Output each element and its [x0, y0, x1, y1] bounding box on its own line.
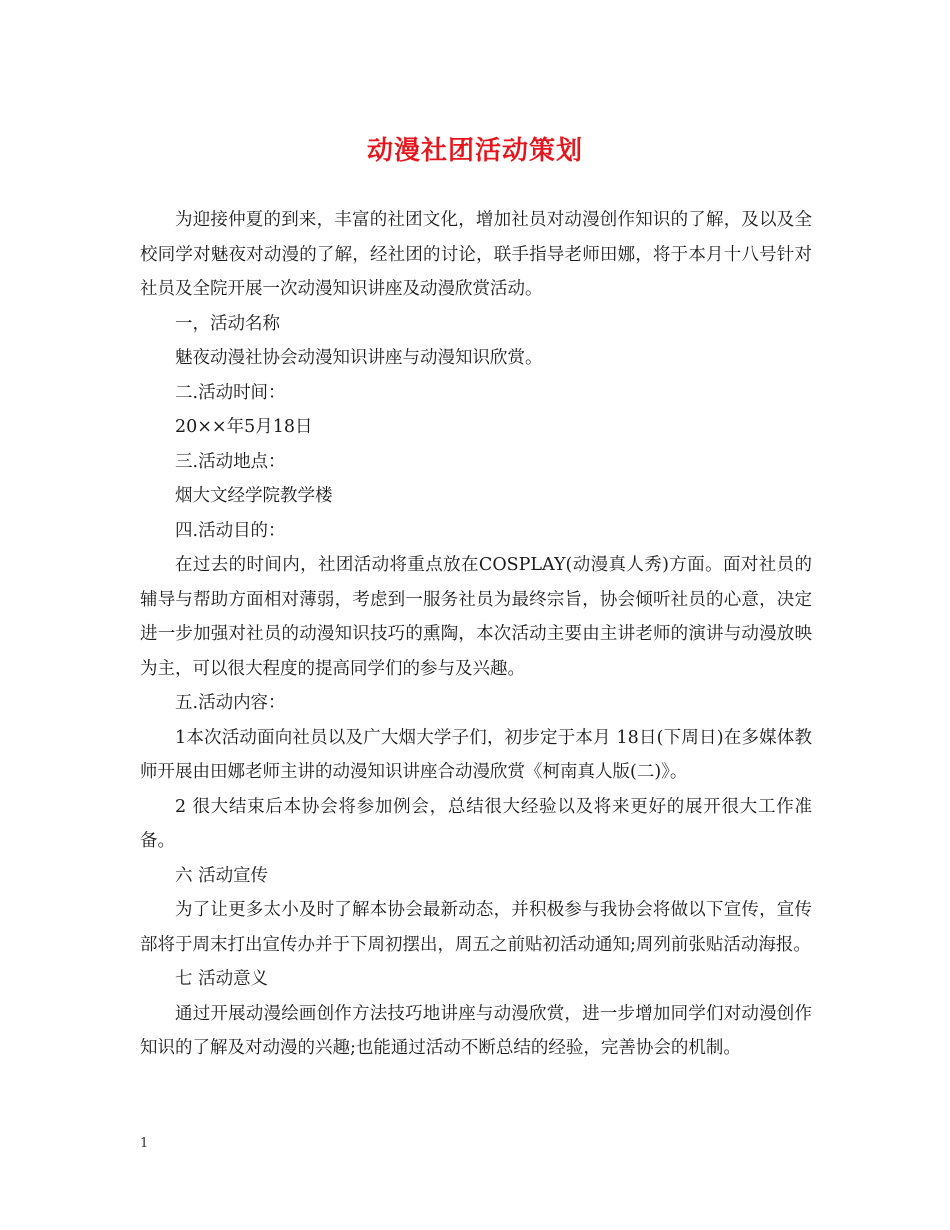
section-heading-location: 三.活动地点：	[175, 451, 286, 472]
activity-time-text: 20××年5月18日	[175, 417, 313, 437]
activity-content-item-2: 2 很大结束后本协会将参加例会，总结很大经验以及将来更好的展开很大工作准备。	[140, 796, 812, 851]
document-title: 动漫社团活动策划	[366, 136, 583, 166]
activity-purpose-text: 在过去的时间内，社团活动将重点放在COSPLAY(动漫真人秀)方面。面对社员的辅导与帮助方面相对薄弱，考虑到一服务社员为最终宗旨，协会倾听社员的心意，决定进一步加强对社员的动漫知识技巧的熏陶，本次活动主要由主讲老师的演讲与动漫放映为主，可以很大程度的提高同学们的参与及兴趣。	[140, 555, 812, 679]
section-heading-purpose: 四.活动目的：	[175, 520, 286, 541]
activity-content-item-1: 1本次活动面向社员以及广大烟大学子们，初步定于本月 18日(下周日)在多媒体教师开展由田娜老师主讲的动漫知识讲座合动漫欣赏《柯南真人版(二)》。	[140, 727, 812, 782]
activity-promotion-text: 为了让更多太小及时了解本协会最新动态，并积极参与我协会将做以下宣传，宣传部将于周末打出宣传办并于下周初摆出，周五之前贴初活动通知;周列前张贴活动海报。	[140, 900, 812, 955]
section-heading-significance: 七 活动意义	[175, 969, 269, 989]
activity-name-text: 魅夜动漫社协会动漫知识讲座与动漫知识欣赏。	[175, 348, 543, 368]
section-heading-time: 二.活动时间：	[175, 382, 286, 403]
section-heading-name: 一，活动名称	[175, 313, 280, 334]
section-heading-content: 五.活动内容：	[175, 693, 286, 713]
activity-location-text: 烟大文经学院教学楼	[175, 486, 333, 506]
intro-paragraph: 为迎接仲夏的到来，丰富的社团文化，增加社员对动漫创作知识的了解，及以及全校同学对魅夜对动漫的了解，经社团的讨论，联手指导老师田娜，将于本月十八号针对社员及全院开展一次动漫知识讲座及动漫欣赏活动。	[140, 210, 812, 299]
section-heading-promotion: 六 活动宣传	[175, 865, 269, 886]
document-body	[140, 203, 812, 1066]
activity-significance-text: 通过开展动漫绘画创作方法技巧地讲座与动漫欣赏，进一步增加同学们对动漫创作知识的了解及对动漫的兴趣;也能通过活动不断总结的经验，完善协会的机制。	[140, 1003, 812, 1058]
page-number: 1	[140, 1136, 149, 1151]
